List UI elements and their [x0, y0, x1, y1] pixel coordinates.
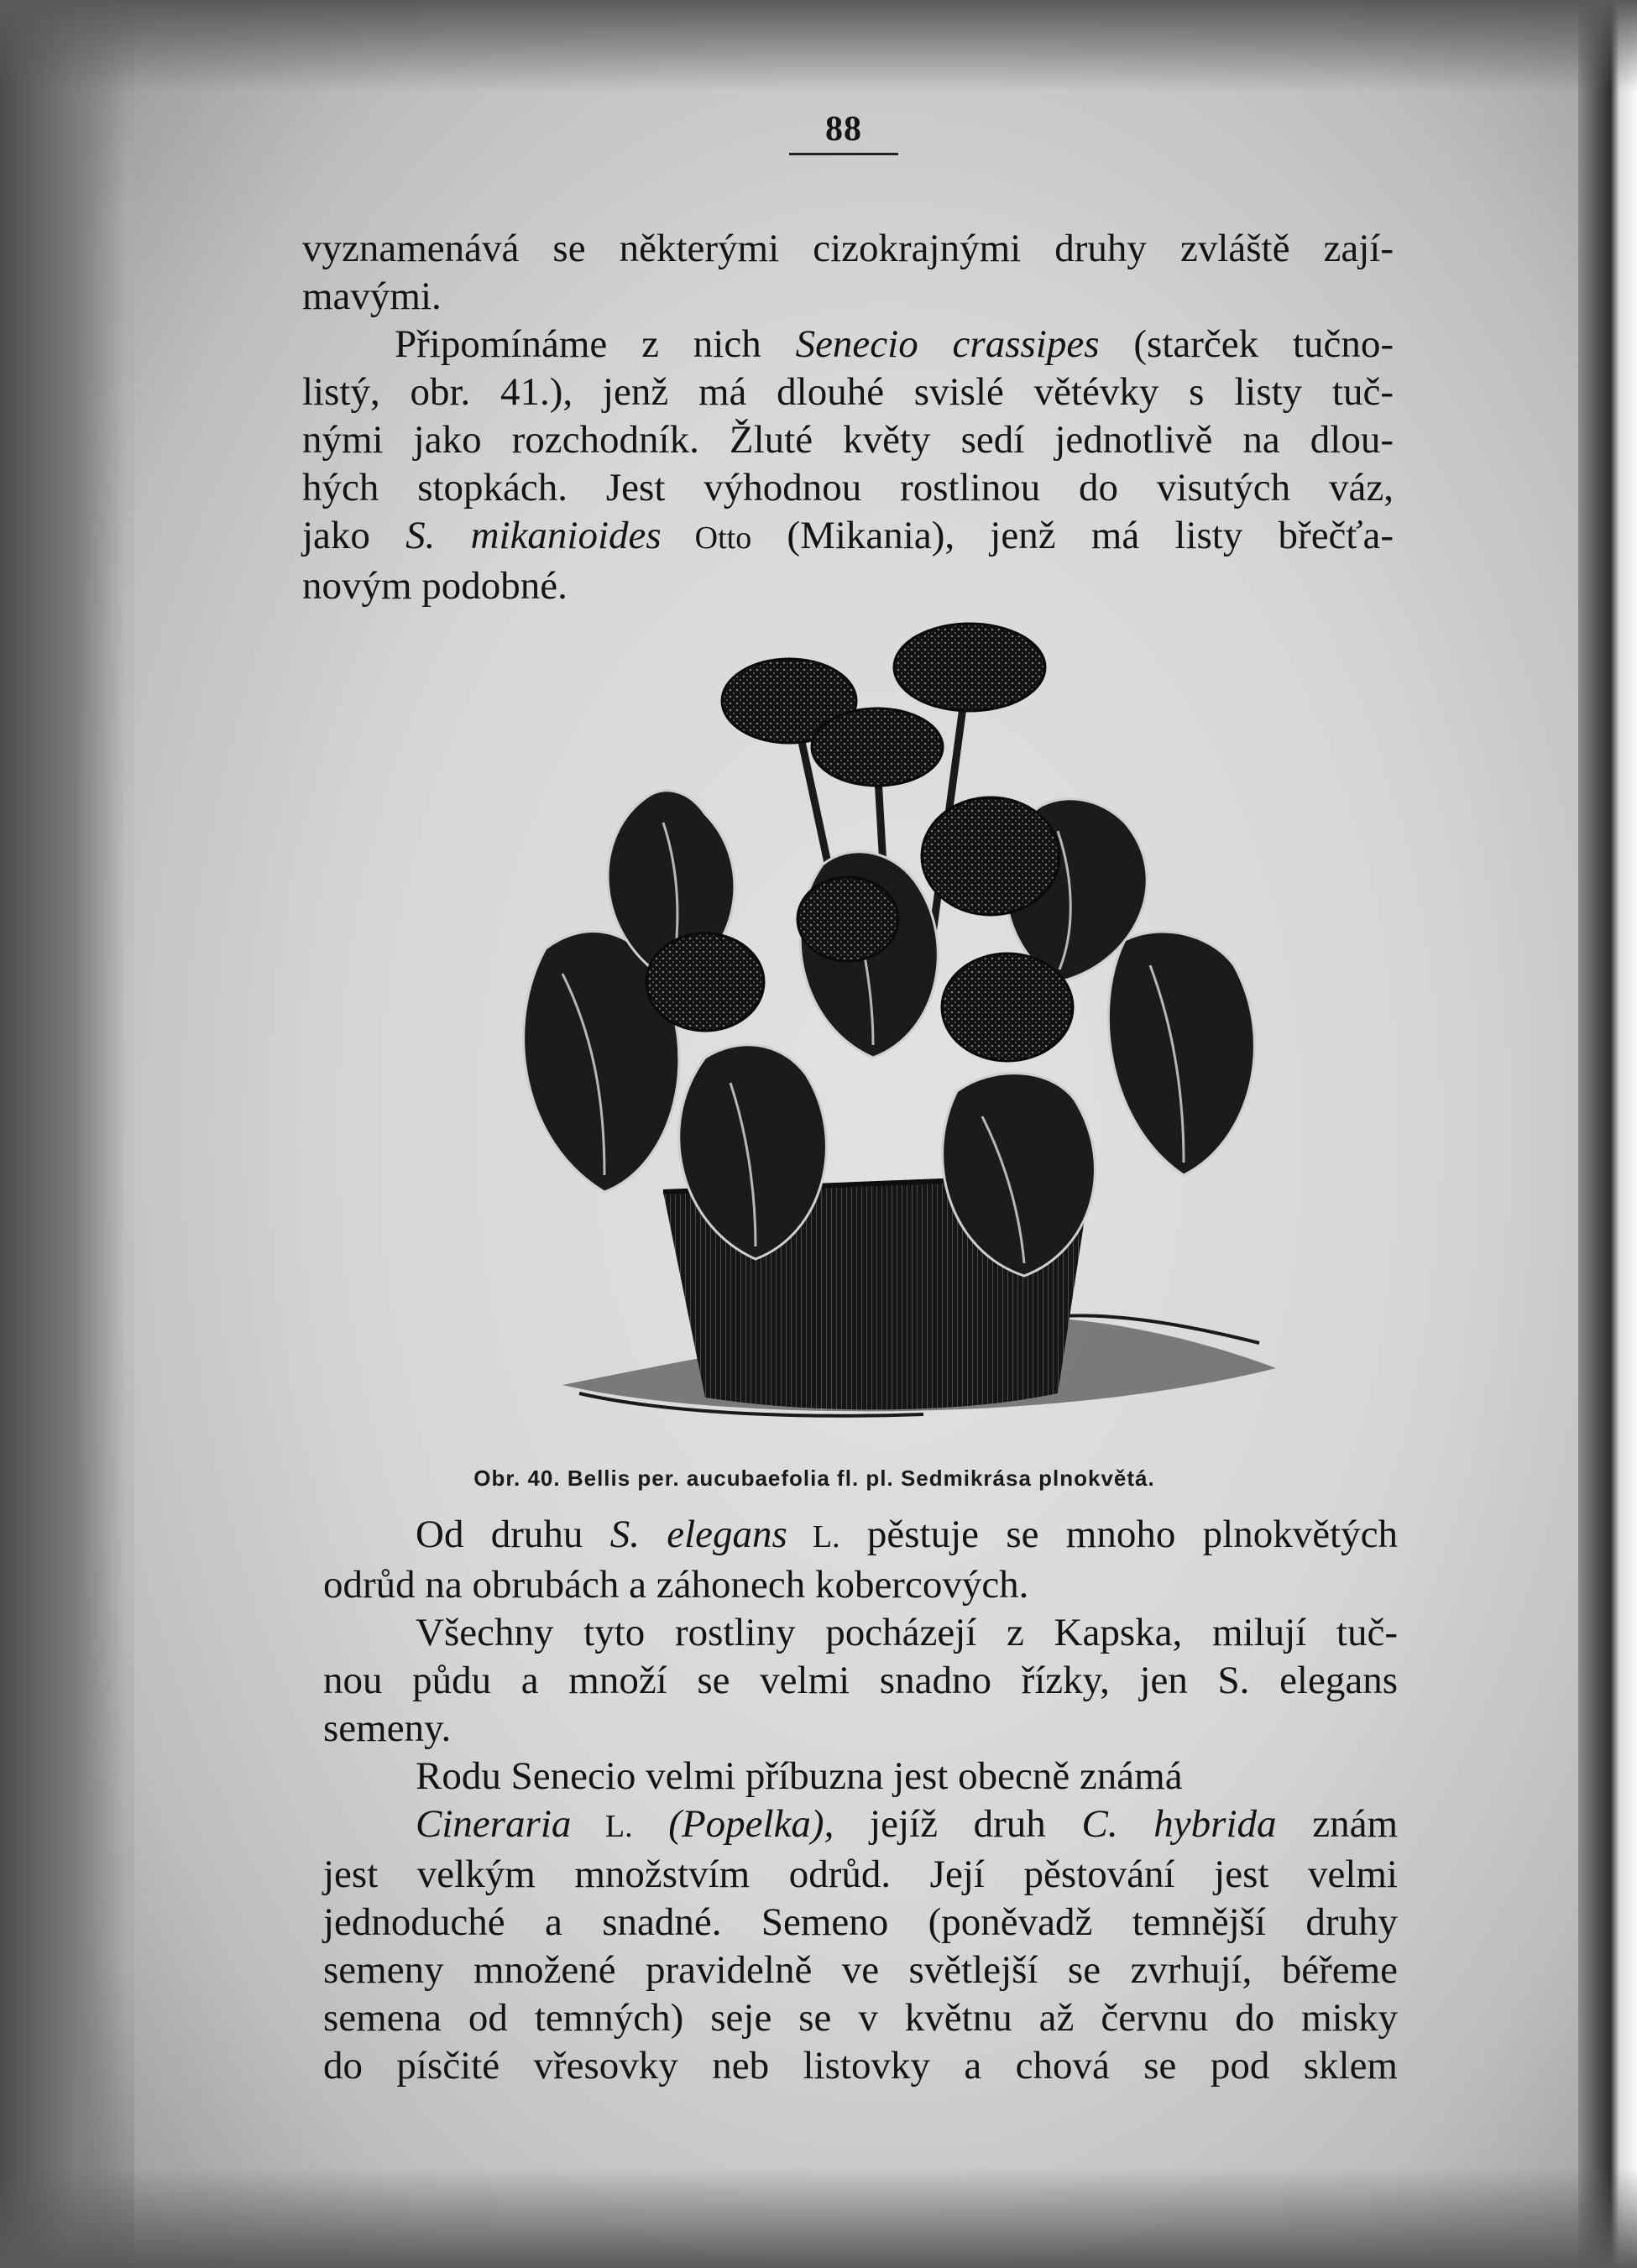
text-line: Všechny tyto rostliny pocházejí z Kapska, milují tuč- — [416, 1611, 1398, 1654]
text-line: mavými. — [302, 274, 442, 318]
species-name: S. mikanioides — [405, 514, 662, 557]
text-line: novým podobné. — [302, 564, 567, 608]
genus-name: Cineraria — [416, 1802, 572, 1846]
text-line: semeny množené pravidelně ve světlejší se zvrhují, béřeme — [323, 1948, 1398, 1992]
text-line: listý, obr. 41.), jenž má dlouhé svislé větévky s listy tuč- — [302, 370, 1394, 414]
text-line: jako S. mikanioides Otto (Mikania), jenž má listy břečťa- — [302, 514, 1394, 557]
text-line: jest velkým množstvím odrůd. Její pěstování jest velmi — [323, 1853, 1398, 1896]
top-text-block — [302, 225, 1394, 610]
bottom-scan-shadow — [0, 2167, 1637, 2268]
page-number: 88 — [789, 109, 898, 155]
text-line: jednoduché a snadné. Semeno (poněvadž temnější druhy — [323, 1900, 1398, 1944]
text-line: vyznamenává se některými cizokrajnými druhy zvláště zají- — [302, 227, 1394, 270]
text-line: nými jako rozchodník. Žluté květy sedí jednotlivě na dlou- — [302, 418, 1394, 462]
species-name: C. hybrida — [1081, 1802, 1277, 1846]
right-page-edge — [1578, 0, 1637, 2268]
species-name: S. elegans — [609, 1513, 787, 1556]
figure-caption: Obr. 40. Bellis per. aucubaefolia fl. pl. Sedmikrása plnokvětá. — [473, 1466, 1155, 1491]
text-line: Od druhu S. elegans L. pěstuje se mnoho plnokvětých — [416, 1513, 1398, 1556]
potted-bellis-plant-icon — [453, 588, 1326, 1461]
text-line: hých stopkách. Jest výhodnou rostlinou do visutých váz, — [302, 466, 1394, 510]
text-line: odrůd na obrubách a záhonech kobercových. — [323, 1563, 1029, 1607]
text-line: Cineraria L. (Popelka), jejíž druh C. hybrida znám — [416, 1802, 1398, 1846]
top-scan-shadow — [0, 0, 1637, 92]
text-line: nou půdu a množí se velmi snadno řízky, jen S. elegans — [323, 1659, 1398, 1702]
text-line: do písčité vřesovky neb listovky a chová se pod sklem — [323, 2044, 1398, 2088]
text-line: Rodu Senecio velmi příbuzna jest obecně známá — [416, 1754, 1183, 1798]
text-line: Připomínáme z nich Senecio crassipes (starček tučno- — [395, 322, 1394, 366]
text-line: semeny. — [323, 1706, 452, 1750]
bottom-text-block — [323, 1511, 1398, 2090]
left-scan-shadow — [0, 0, 126, 2268]
text-line: semena od temných) seje se v květnu až červnu do misky — [323, 1996, 1398, 2040]
species-name: Senecio crassipes — [795, 322, 1100, 366]
